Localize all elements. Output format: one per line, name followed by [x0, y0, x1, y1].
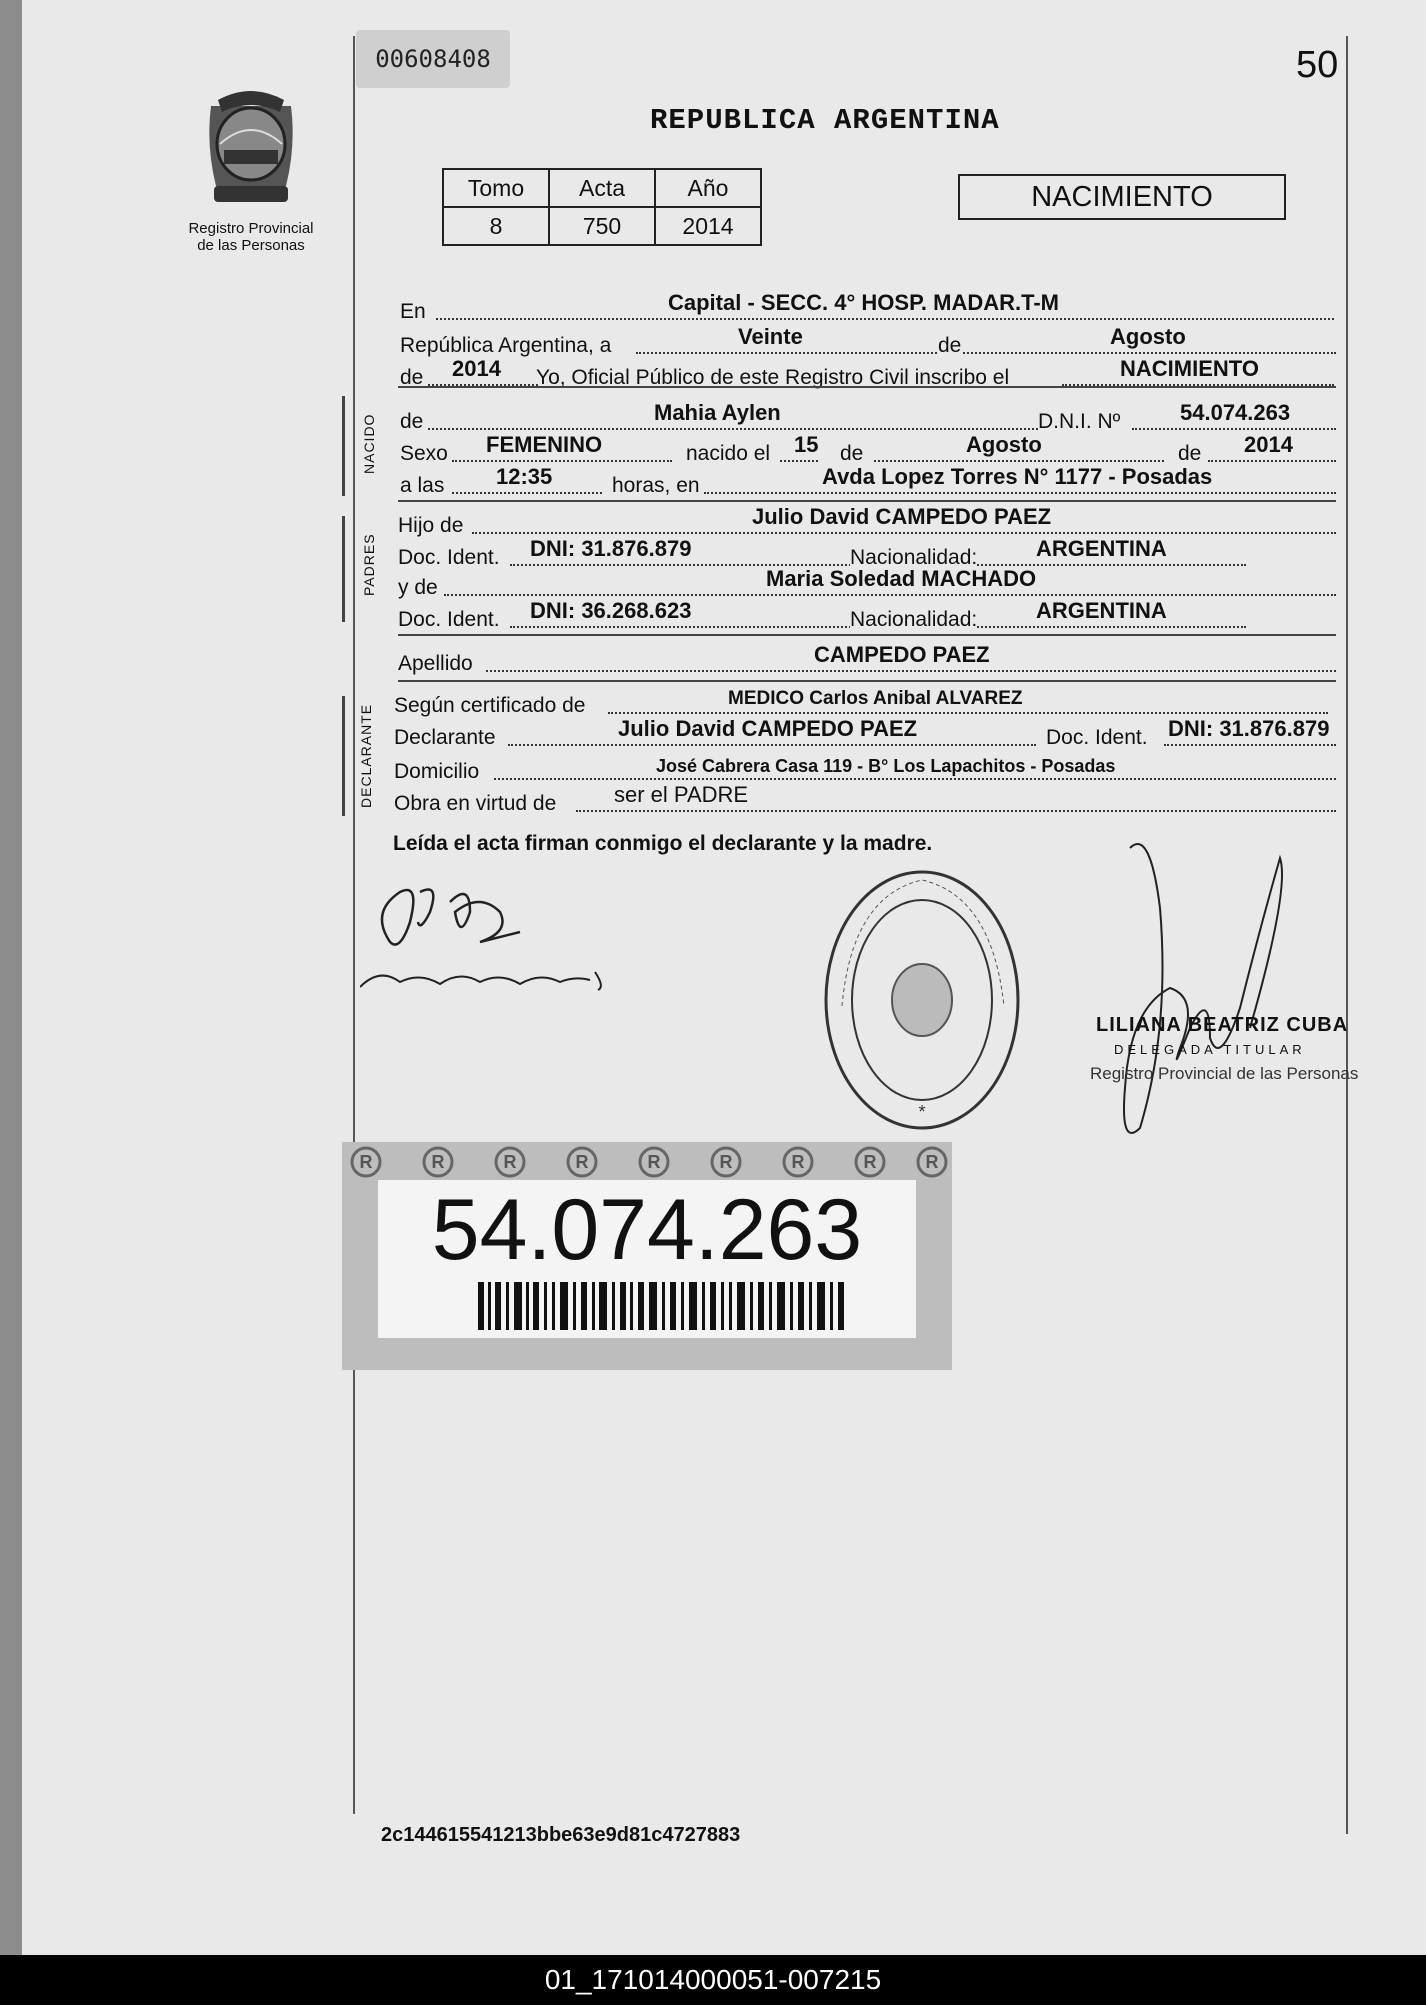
dotted-line: [1208, 460, 1336, 462]
row-father-doc: [398, 536, 1336, 570]
svg-text:R: R: [925, 1152, 939, 1172]
row-name: [398, 400, 1336, 434]
declarant-reason: ser el PADRE: [614, 782, 749, 807]
child-sex: FEMENINO: [486, 432, 603, 457]
registration-day: Veinte: [738, 324, 803, 349]
declarant-doc: DNI: 31.876.879: [1168, 716, 1330, 741]
dotted-line: [494, 778, 1336, 780]
svg-text:R: R: [503, 1152, 517, 1172]
document-country: REPUBLICA ARGENTINA: [650, 104, 1000, 137]
row-reason: [394, 782, 1336, 816]
doc-label-mother: Doc. Ident.: [398, 608, 500, 631]
surname: CAMPEDO PAEZ: [814, 642, 990, 667]
svg-text:R: R: [359, 1152, 373, 1172]
birth-month: Agosto: [966, 432, 1042, 457]
dotted-line: [780, 460, 818, 462]
row-sex: [398, 432, 1336, 466]
declarante-section-bar: [342, 696, 345, 816]
registry-label: [170, 220, 332, 254]
barcode-number: 54.074.263: [431, 1182, 863, 1278]
value-tomo: 8: [443, 207, 549, 245]
registration-year: 2014: [452, 356, 501, 381]
dotted-line: [452, 492, 602, 494]
dni-label: D.N.I. Nº: [1038, 410, 1121, 433]
province-emblem-icon: [196, 86, 306, 212]
row-declarant: [394, 716, 1336, 750]
dotted-line: [1164, 744, 1336, 746]
document-hash: 2c144615541213bbe63e9d81c4727883: [381, 1824, 741, 1846]
registration-month: Agosto: [1110, 324, 1186, 349]
officer-office: Registro Provincial de las Personas: [1090, 1064, 1359, 1083]
registered-act: NACIMIENTO: [1120, 356, 1259, 381]
de-label-year: de: [400, 366, 424, 389]
section-divider: [398, 634, 1336, 636]
row-address: [394, 750, 1336, 784]
row-year: [398, 356, 1336, 390]
dotted-line: [608, 712, 1328, 714]
dotted-line: [576, 810, 1336, 812]
value-acta: 750: [549, 207, 655, 245]
svg-text:R: R: [719, 1152, 733, 1172]
horas-label: horas, en: [612, 474, 700, 497]
dotted-line: [428, 428, 1038, 430]
declarant-name: Julio David CAMPEDO PAEZ: [618, 716, 918, 741]
apellido-label: Apellido: [398, 652, 473, 675]
dotted-line: [508, 744, 1036, 746]
birth-day: 15: [794, 432, 819, 457]
doc-label-father: Doc. Ident.: [398, 546, 500, 569]
birth-year: 2014: [1244, 432, 1293, 457]
reference-table: [442, 168, 762, 246]
officer-signature: [1080, 828, 1310, 1148]
page-number: 50: [1296, 44, 1339, 86]
row-certificate: [394, 684, 1336, 718]
nacionalidad-label-mother: Nacionalidad:: [850, 608, 978, 631]
mother-name: Maria Soledad MACHADO: [766, 566, 1037, 591]
padres-section-label: PADRES: [361, 533, 377, 596]
de-label-month: de: [1178, 442, 1202, 465]
father-nationality: ARGENTINA: [1036, 536, 1167, 561]
father-doc: DNI: 31.876.879: [530, 536, 692, 561]
svg-text:R: R: [575, 1152, 589, 1172]
registry-label-line2: de las Personas: [197, 237, 305, 254]
header-acta: Acta: [549, 169, 655, 207]
dotted-line: [472, 532, 1336, 534]
header-tomo: Tomo: [443, 169, 549, 207]
declarante-section-label: DECLARANTE: [358, 703, 374, 808]
birth-place: Avda Lopez Torres N° 1177 - Posadas: [822, 464, 1213, 489]
row-mother-doc: [398, 598, 1336, 632]
row-surname: [398, 642, 1336, 676]
y-de-label: y de: [398, 576, 438, 599]
svg-text:R: R: [647, 1152, 661, 1172]
nacido-label: nacido el: [686, 442, 771, 465]
padres-section-bar: [342, 516, 345, 622]
declarante-label: Declarante: [394, 726, 496, 749]
en-label: En: [400, 300, 426, 323]
header-anio: Año: [655, 169, 761, 207]
svg-text:R: R: [431, 1152, 445, 1172]
section-divider: [398, 680, 1336, 682]
svg-text:R: R: [863, 1152, 877, 1172]
official-seal-icon: [822, 866, 1022, 1134]
father-name: Julio David CAMPEDO PAEZ: [752, 504, 1052, 529]
row-father: [398, 504, 1336, 538]
closing-note: Leída el acta firman conmigo el declarante y la madre.: [393, 832, 933, 855]
serial-number: 00608408: [356, 30, 510, 88]
registration-place: Capital - SECC. 4° HOSP. MADAR.T-M: [668, 290, 1059, 315]
domicilio-label: Domicilio: [394, 760, 480, 783]
obra-label: Obra en virtud de: [394, 792, 557, 815]
officer-name: LILIANA BEATRIZ CUBA: [1096, 1014, 1349, 1036]
hijo-label: Hijo de: [398, 514, 464, 537]
dotted-line: [704, 492, 1336, 494]
footer-id: 01_171014000051-007215: [0, 1955, 1426, 2005]
dotted-line: [452, 460, 672, 462]
dotted-line: [1132, 428, 1336, 430]
nacido-section-label: NACIDO: [361, 413, 377, 474]
row-en: [398, 290, 1336, 324]
nacionalidad-label-father: Nacionalidad:: [850, 546, 978, 569]
row-time: [398, 464, 1336, 498]
svg-text:*: *: [918, 1102, 926, 1122]
republica-label: República Argentina, a: [400, 334, 612, 357]
row-mother: [398, 566, 1336, 600]
svg-text:R: R: [791, 1152, 805, 1172]
officer-title: DELEGADA TITULAR: [1114, 1042, 1306, 1057]
mother-doc: DNI: 36.268.623: [530, 598, 692, 623]
dotted-line: [486, 670, 1336, 672]
de-label: de: [938, 334, 962, 357]
registry-label-line1: Registro Provincial: [188, 220, 314, 237]
child-dni: 54.074.263: [1180, 400, 1291, 425]
statement-text: Yo, Oficial Público de este Registro Civil inscribo el: [536, 366, 1010, 389]
certificado-label: Según certificado de: [394, 694, 586, 717]
barcode-label: [342, 1142, 952, 1370]
right-margin-line: [1346, 36, 1348, 1834]
declarant-signature: [360, 872, 660, 1002]
a-las-label: a las: [400, 474, 445, 497]
section-divider: [398, 386, 1336, 388]
mother-nationality: ARGENTINA: [1036, 598, 1167, 623]
doc-label-declarant: Doc. Ident.: [1046, 726, 1148, 749]
declarant-address: José Cabrera Casa 119 - B° Los Lapachitos - Posadas: [656, 756, 1116, 776]
nacido-section-bar: [342, 396, 345, 496]
barcode-panel: [378, 1180, 916, 1338]
section-divider: [398, 500, 1336, 502]
sexo-label: Sexo: [400, 442, 448, 465]
dotted-line: [436, 318, 1334, 320]
left-margin-line: [353, 36, 355, 1814]
child-name: Mahia Aylen: [654, 400, 781, 425]
certificate-doctor: MEDICO Carlos Anibal ALVAREZ: [728, 688, 1023, 709]
dotted-line: [874, 460, 1164, 462]
de-label-name: de: [400, 410, 424, 433]
birth-time: 12:35: [496, 464, 553, 489]
scan-edge: [0, 0, 22, 1955]
de-label-day: de: [840, 442, 864, 465]
document-kind-box: NACIMIENTO: [958, 174, 1286, 220]
dotted-line: [444, 594, 1336, 596]
dotted-line: [636, 352, 1336, 354]
value-anio: 2014: [655, 207, 761, 245]
row-date: [398, 324, 1336, 358]
barcode-bars: [478, 1282, 848, 1330]
